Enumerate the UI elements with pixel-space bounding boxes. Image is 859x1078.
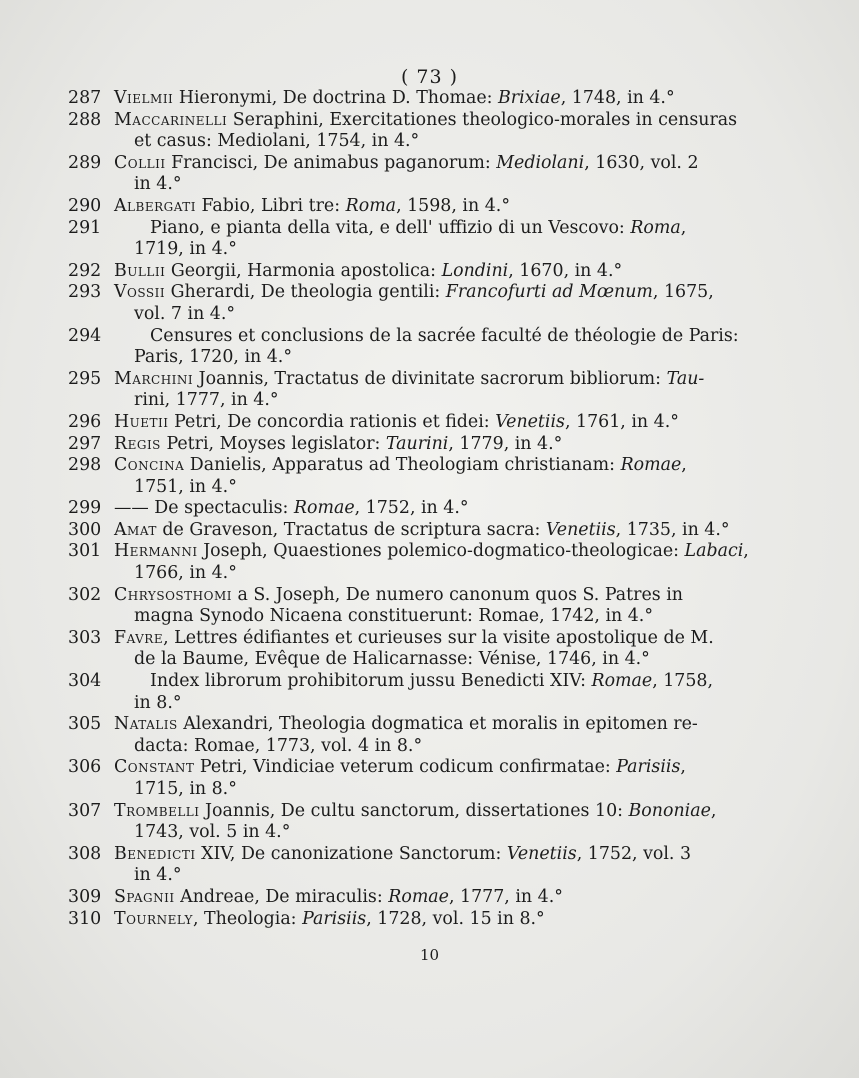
- entry-place: Bononiae: [628, 800, 711, 821]
- entry-place: Labaci: [684, 541, 744, 562]
- catalog-entry: [68, 801, 828, 844]
- entry-title: Petri, Moyses legislator:: [166, 433, 386, 454]
- entry-continuation: vol. 7 in 4.°: [134, 303, 236, 324]
- entry-imprint: , 1630, vol. 2: [584, 152, 699, 173]
- entry-text: [114, 498, 469, 518]
- catalog-entry: [68, 671, 828, 714]
- entry-imprint: , 1752, in 4.°: [354, 498, 469, 519]
- entry-title: Fabio, Libri tre:: [201, 195, 346, 216]
- entry-title: Piano, e pianta della vita, e dell' uffizio di un Vescovo:: [150, 217, 631, 238]
- entry-author: Concina: [114, 455, 185, 476]
- catalog-entry: [68, 412, 828, 434]
- entry-title: Gherardi, De theologia gentili:: [170, 282, 446, 303]
- entry-imprint: ,: [680, 217, 687, 238]
- entry-place: Tau-: [666, 368, 705, 389]
- catalog-entry: [68, 455, 828, 498]
- entry-imprint: , 1779, in 4.°: [448, 433, 563, 454]
- entry-imprint: , 1728, vol. 15 in 8.°: [366, 908, 545, 929]
- entry-author: Tournely: [114, 908, 193, 929]
- entry-title: Hieronymi, De doctrina D. Thomae:: [178, 88, 499, 108]
- entry-imprint: , 1758,: [652, 671, 714, 692]
- entry-title: Petri, Vindiciae veterum codicum confirmatae:: [199, 757, 617, 778]
- entry-text: [114, 887, 563, 907]
- entry-text: [114, 757, 686, 777]
- entry-number: 295: [68, 368, 102, 389]
- entry-imprint: ,: [743, 541, 749, 562]
- entry-title: Censures et conclusions de la sacrée faculté de théologie de Paris:: [150, 325, 739, 346]
- entry-text: [114, 261, 622, 281]
- entry-continuation: in 4.°: [134, 174, 182, 195]
- entry-number: 296: [68, 411, 102, 432]
- catalog-entry: [68, 153, 828, 196]
- entry-place: Romae: [293, 498, 355, 519]
- entry-number: 290: [68, 195, 102, 216]
- entry-text: [114, 326, 739, 346]
- entry-author: Albergati: [114, 195, 196, 216]
- entry-text: [114, 88, 675, 108]
- catalog-entry: [68, 887, 828, 909]
- entry-text: [114, 801, 716, 821]
- catalog-entry: [68, 110, 828, 153]
- entry-imprint: , 1761, in 4.°: [564, 411, 679, 432]
- entry-text: [114, 909, 545, 929]
- entry-title: , Theologia:: [192, 908, 303, 929]
- entry-text: [114, 282, 714, 302]
- entry-number: 299: [68, 498, 102, 519]
- entry-imprint: , 1670, in 4.°: [508, 260, 623, 281]
- entry-author: Trombelli: [114, 800, 200, 821]
- catalog-entry: [68, 434, 828, 456]
- entry-continuation: 1743, vol. 5 in 4.°: [134, 822, 291, 843]
- entry-title: —— De spectaculis:: [114, 498, 294, 519]
- entry-author: Natalis: [114, 714, 178, 735]
- entry-text: [114, 628, 714, 648]
- catalog-entry: [68, 585, 828, 628]
- entry-author: Marchini: [114, 368, 194, 389]
- entry-place: Venetiis: [495, 411, 565, 432]
- catalog-entry: [68, 196, 828, 218]
- entry-text: [114, 218, 686, 238]
- entry-text: [114, 671, 713, 691]
- entry-title: Joseph, Quaestiones polemico-dogmatico-theologicae:: [203, 541, 685, 562]
- entry-continuation: 1715, in 8.°: [134, 779, 237, 799]
- entry-place: Roma: [630, 217, 681, 238]
- entry-author: Maccarinelli: [114, 109, 228, 130]
- entry-title: Index librorum prohibitorum jussu Benedicti XIV:: [150, 671, 592, 692]
- entry-imprint: , 1752, vol. 3: [576, 843, 692, 864]
- entry-author: Spagnii: [114, 886, 175, 907]
- entry-author: Bullii: [114, 260, 166, 281]
- entry-title: Petri, De concordia rationis et fidei:: [174, 411, 496, 432]
- entry-imprint: , 1598, in 4.°: [396, 195, 511, 216]
- catalog-entry: [68, 218, 828, 261]
- entry-title: Georgii, Harmonia apostolica:: [170, 260, 442, 281]
- entry-imprint: , 1748, in 4.°: [560, 88, 675, 108]
- entry-number: 303: [68, 627, 102, 648]
- entry-number: 289: [68, 152, 102, 173]
- catalog-entry: [68, 628, 828, 671]
- entry-place: Romae: [620, 455, 682, 476]
- catalog-entry: [68, 520, 828, 542]
- entry-number: 293: [68, 282, 102, 303]
- entry-number: 294: [68, 325, 102, 346]
- entry-text: [114, 455, 687, 475]
- entry-text: [114, 153, 699, 173]
- entry-imprint: ,: [680, 757, 686, 778]
- entry-title: de Graveson, Tractatus de scriptura sacra:: [162, 519, 546, 540]
- entry-author: Amat: [114, 519, 157, 540]
- entry-text: [114, 196, 510, 216]
- entry-title: a S. Joseph, De numero canonum quos S. Patres in: [237, 584, 683, 605]
- entry-number: 307: [68, 800, 102, 821]
- entry-number: 288: [68, 109, 102, 130]
- entry-number: 305: [68, 714, 102, 735]
- entry-text: [114, 585, 683, 605]
- entry-number: 297: [68, 433, 102, 454]
- page-number: ( 73 ): [400, 66, 459, 88]
- entry-continuation: 1751, in 4.°: [134, 476, 237, 497]
- entry-number: 306: [68, 757, 102, 778]
- entry-continuation: rini, 1777, in 4.°: [134, 390, 279, 411]
- entry-place: Roma: [345, 195, 397, 216]
- entry-author: Chrysosthomi: [114, 584, 232, 605]
- entry-text: [114, 844, 691, 864]
- entry-imprint: ,: [681, 455, 687, 476]
- entry-author: Benedicti: [114, 843, 196, 864]
- entry-list: [68, 88, 828, 930]
- entry-number: 300: [68, 519, 102, 540]
- entry-text: [114, 434, 562, 454]
- entry-number: 309: [68, 886, 102, 907]
- entry-continuation: Paris, 1720, in 4.°: [134, 347, 293, 368]
- catalog-entry: [68, 714, 828, 757]
- entry-title: Joannis, Tractatus de divinitate sacrorum bibliorum:: [198, 368, 667, 389]
- catalog-entry: [68, 909, 828, 931]
- catalog-entry: [68, 844, 828, 887]
- entry-continuation: magna Synodo Nicaena constituerunt: Romae, 1742, in 4.°: [134, 606, 654, 627]
- entry-author: Vielmii: [114, 88, 174, 108]
- entry-title: Alexandri, Theologia dogmatica et moralis in epitomen re-: [183, 714, 698, 735]
- entry-number: 292: [68, 260, 102, 281]
- entry-number: 310: [68, 908, 102, 929]
- entry-place: Venetiis: [506, 843, 577, 864]
- entry-author: Regis: [114, 433, 161, 454]
- entry-text: [114, 412, 679, 432]
- entry-text: [114, 520, 730, 540]
- signature-mark: 10: [419, 946, 440, 964]
- catalog-entry: [68, 369, 828, 412]
- entry-continuation: in 4.°: [134, 865, 182, 886]
- entry-place: Londini: [441, 260, 509, 281]
- entry-place: Romae: [388, 886, 449, 907]
- entry-text: [114, 541, 749, 561]
- entry-imprint: , 1675,: [652, 282, 714, 303]
- entry-continuation: et casus: Mediolani, 1754, in 4.°: [134, 131, 420, 152]
- entry-number: 304: [68, 671, 102, 692]
- entry-author: Favre: [114, 627, 164, 648]
- entry-title: XIV, De canonizatione Sanctorum:: [201, 843, 507, 864]
- entry-continuation: 1766, in 4.°: [134, 563, 237, 584]
- entry-author: Huetii: [114, 411, 169, 432]
- entry-place: Mediolani: [496, 152, 585, 173]
- entry-author: Hermanni: [114, 541, 198, 562]
- catalog-entry: [68, 282, 828, 325]
- entry-title: Seraphini, Exercitationes theologico-morales in censuras: [232, 109, 738, 130]
- catalog-entry: [68, 261, 828, 283]
- entry-imprint: ,: [710, 800, 717, 821]
- entry-text: [114, 369, 704, 389]
- catalog-entry: [68, 326, 828, 369]
- entry-continuation: dacta: Romae, 1773, vol. 4 in 8.°: [134, 735, 423, 756]
- entry-continuation: in 8.°: [134, 692, 182, 713]
- entry-imprint: , 1735, in 4.°: [615, 519, 730, 540]
- entry-number: 291: [68, 217, 102, 238]
- entry-place: Romae: [591, 671, 653, 692]
- entry-number: 302: [68, 584, 102, 605]
- entry-place: Parisiis: [302, 908, 367, 929]
- entry-place: Parisiis: [616, 757, 681, 778]
- catalog-entry: [68, 88, 828, 110]
- entry-imprint: , 1777, in 4.°: [448, 886, 563, 907]
- entry-continuation: 1719, in 4.°: [134, 239, 237, 260]
- catalog-entry: [68, 541, 828, 584]
- entry-number: 308: [68, 843, 102, 864]
- entry-place: Venetiis: [545, 519, 616, 540]
- entry-author: Constant: [114, 757, 195, 778]
- catalog-entry: [68, 498, 828, 520]
- entry-place: Francofurti ad Mœnum: [445, 282, 653, 303]
- entry-author: Collii: [114, 152, 166, 173]
- entry-number: 287: [68, 88, 102, 108]
- entry-title: Danielis, Apparatus ad Theologiam christianam:: [189, 455, 621, 476]
- entry-title: Francisci, De animabus paganorum:: [171, 152, 497, 173]
- entry-title: Andreae, De miraculis:: [180, 886, 389, 907]
- entry-text: [114, 110, 737, 130]
- entry-text: [114, 714, 698, 734]
- entry-number: 301: [68, 541, 102, 562]
- entry-place: Taurini: [385, 433, 449, 454]
- entry-number: 298: [68, 455, 102, 476]
- entry-title: , Lettres édifiantes et curieuses sur la visite apostolique de M.: [163, 627, 714, 648]
- entry-continuation: de la Baume, Evêque de Halicarnasse: Vénise, 1746, in 4.°: [134, 649, 650, 670]
- entry-author: Vossii: [114, 282, 166, 303]
- entry-title: Joannis, De cultu sanctorum, dissertationes 10:: [205, 800, 629, 821]
- entry-place: Brixiae: [498, 88, 561, 108]
- catalog-entry: [68, 757, 828, 800]
